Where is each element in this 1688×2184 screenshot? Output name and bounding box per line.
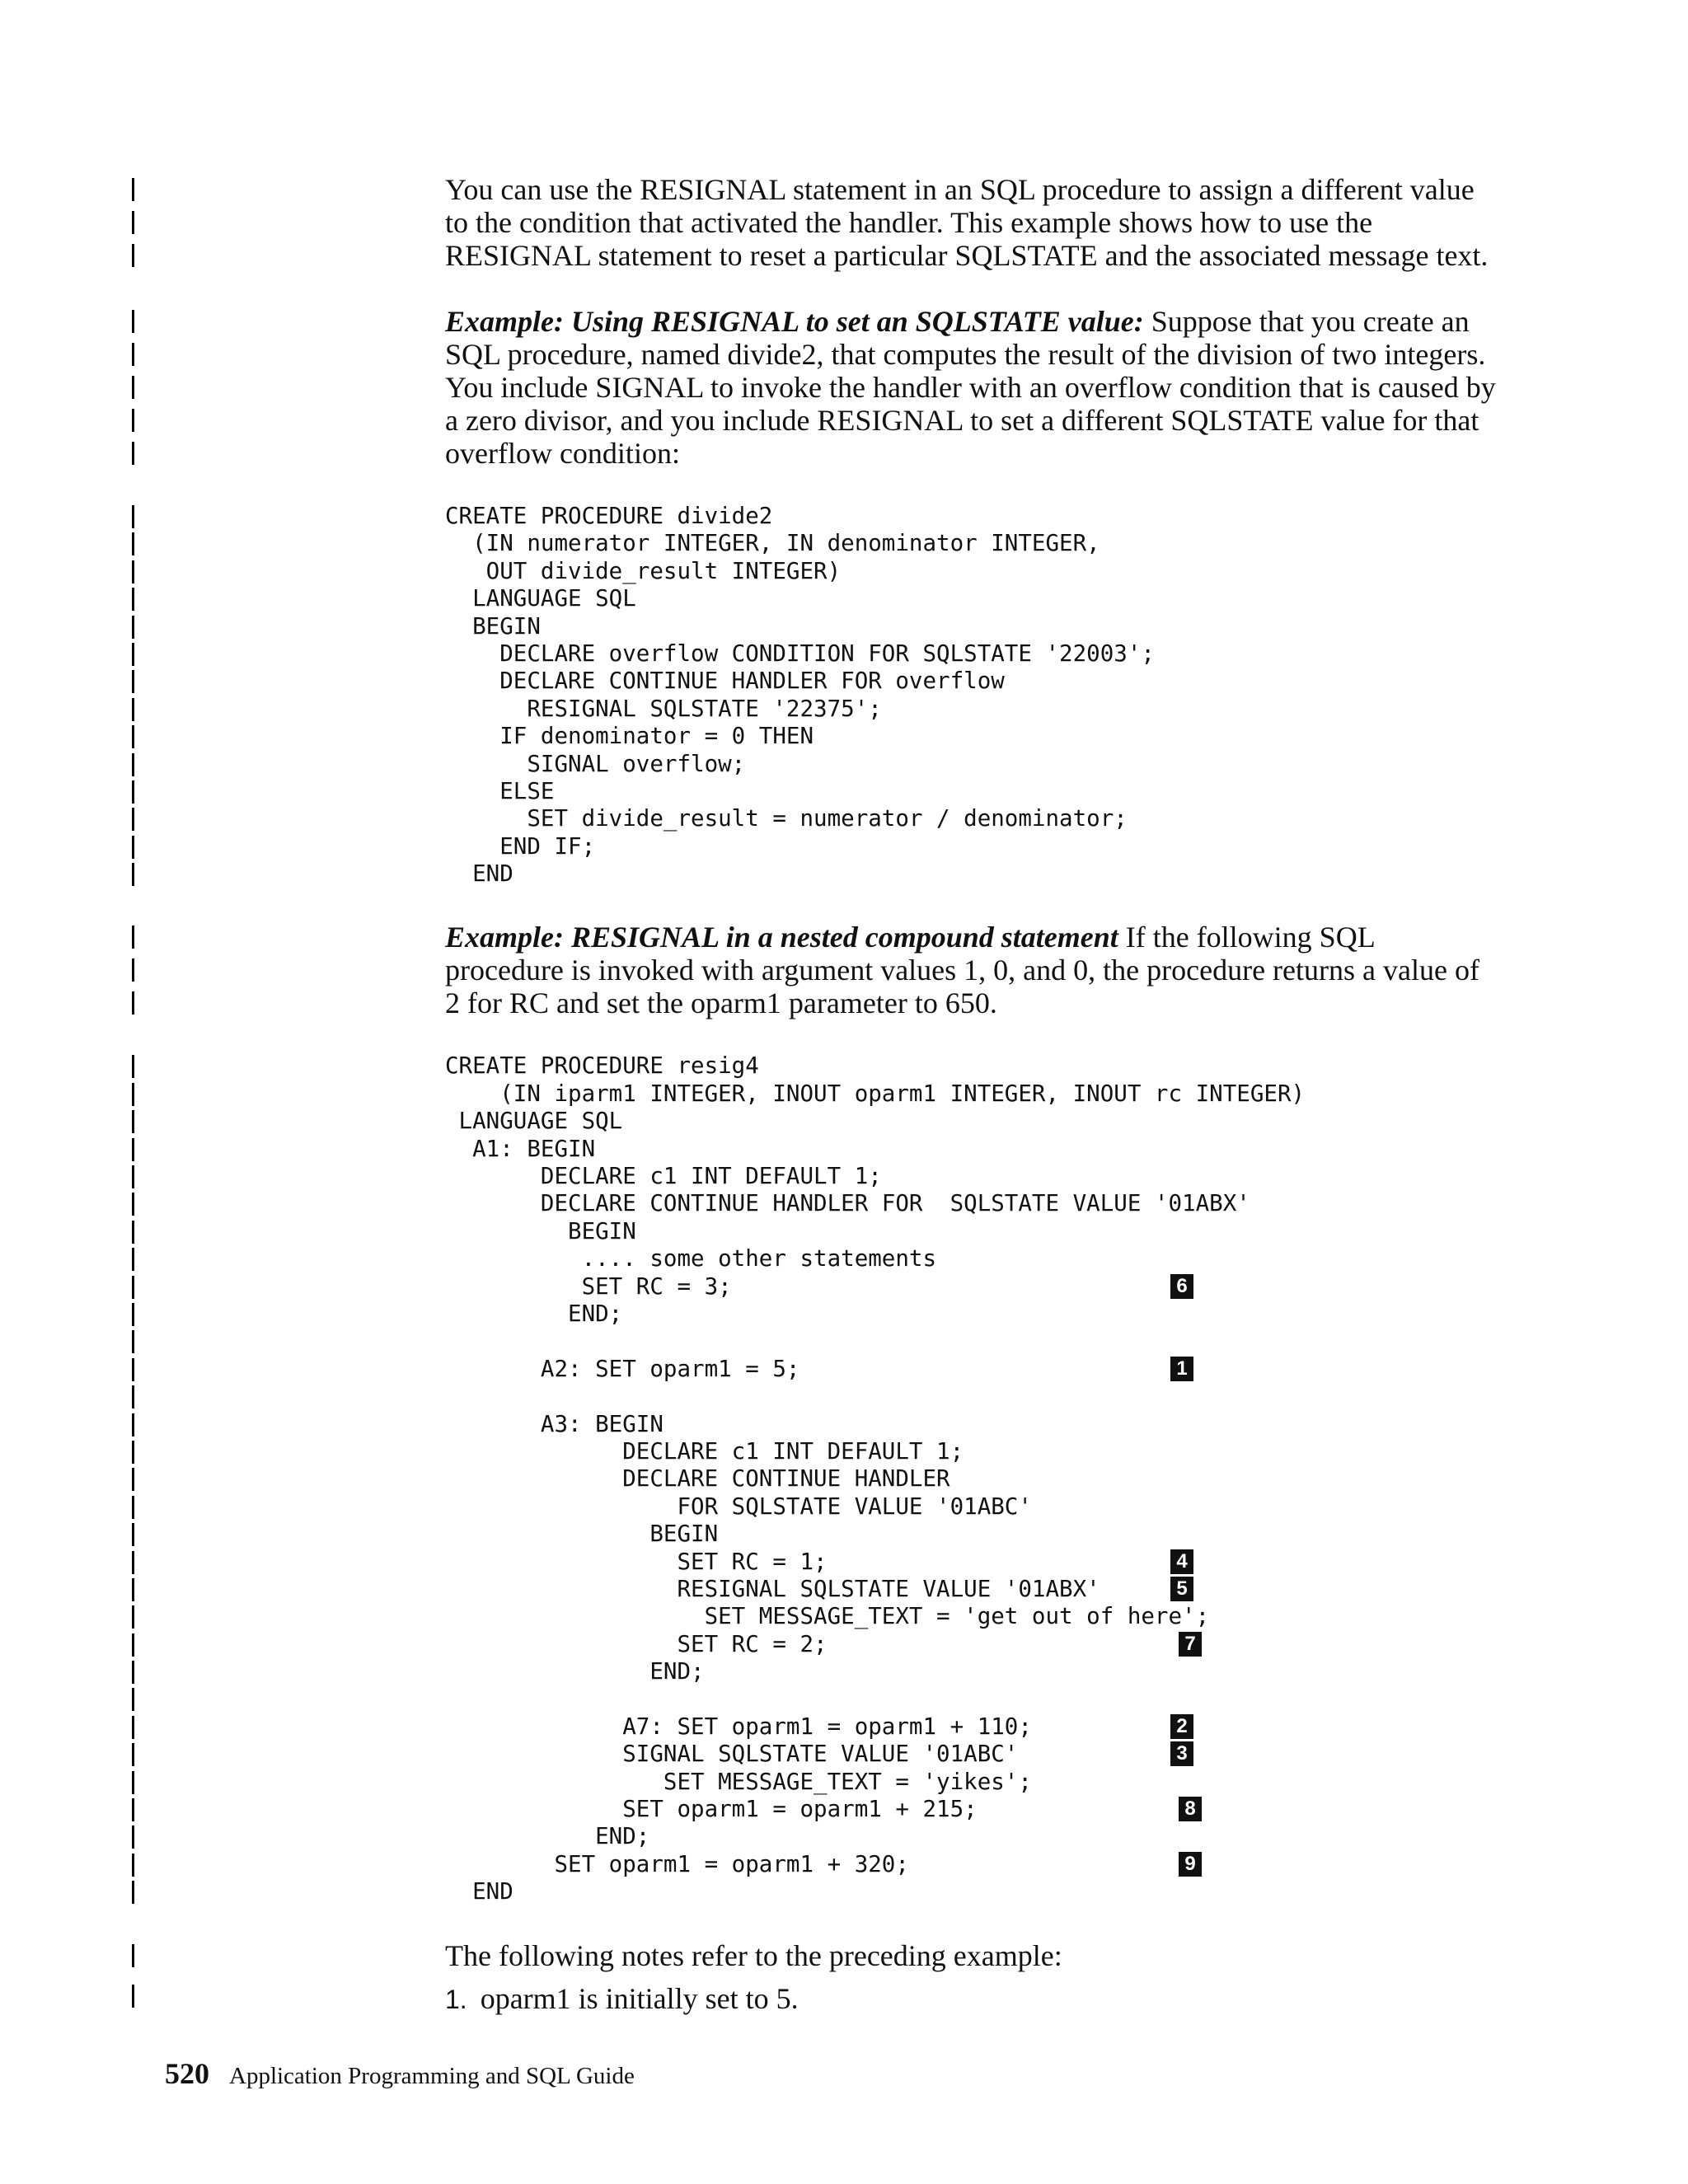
code-text: A3: BEGIN <box>445 1410 663 1437</box>
code-line: LANGUAGE SQL <box>445 585 636 612</box>
code-text: CREATE PROCEDURE resig4 <box>445 1052 759 1080</box>
change-bar <box>132 1110 134 1133</box>
change-bar <box>132 310 134 333</box>
change-bar <box>132 1055 134 1078</box>
code-text: END; <box>445 1300 623 1327</box>
code-line <box>445 1383 1500 1410</box>
change-bar <box>132 343 134 366</box>
change-bar <box>132 1221 134 1244</box>
change-bar <box>132 1578 134 1601</box>
code-line <box>445 1163 1500 1190</box>
code-text: END; <box>445 1823 650 1850</box>
change-bar <box>132 991 134 1015</box>
code-text: A2: SET oparm1 = 5; <box>445 1355 800 1382</box>
intro-paragraph: You can use the RESIGNAL statement in an SQL procedure to assign a different value to the condition that activated the handler. This example shows how to use the RESIGNAL statement to reset a particular SQLSTATE and the associated message text. <box>445 173 1489 272</box>
code-text: SIGNAL SQLSTATE VALUE '01ABC' <box>445 1741 1019 1768</box>
change-bar <box>132 1771 134 1794</box>
change-bar <box>132 1138 134 1161</box>
change-bar <box>132 1468 134 1491</box>
code-text: END <box>445 1878 513 1905</box>
callout-marker-3: 3 <box>1170 1741 1193 1766</box>
code-line: BEGIN <box>445 612 541 640</box>
change-bar <box>132 1633 134 1657</box>
code-line <box>445 1823 1500 1850</box>
notes-intro: The following notes refer to the preceding example: <box>445 1938 1062 1972</box>
callout-marker-4: 4 <box>1170 1549 1193 1574</box>
code-text: SET oparm1 = oparm1 + 320; <box>445 1850 909 1877</box>
change-bar <box>132 409 134 432</box>
code-text: .... some other statements <box>445 1245 937 1272</box>
change-bar <box>132 1303 134 1326</box>
change-bar <box>132 1496 134 1519</box>
change-bar <box>132 958 134 982</box>
callout-marker-6: 6 <box>1170 1274 1193 1299</box>
change-bar <box>132 588 134 611</box>
change-bar <box>132 1385 134 1408</box>
code-line <box>445 1796 1500 1823</box>
code-line <box>445 1108 1500 1135</box>
code-text: DECLARE CONTINUE HANDLER FOR SQLSTATE VALUE '01ABX' <box>445 1190 1250 1217</box>
code-line <box>445 1328 1500 1355</box>
note-number: 1. <box>445 1984 467 2014</box>
code-line <box>445 1080 1500 1108</box>
note-text: oparm1 is initially set to 5. <box>480 1981 799 2015</box>
change-bar <box>132 1523 134 1546</box>
code-line <box>445 1576 1500 1603</box>
code-line: DECLARE overflow CONDITION FOR SQLSTATE '22003'; <box>445 640 1155 667</box>
code-text: DECLARE CONTINUE HANDLER <box>445 1465 950 1493</box>
code-line: RESIGNAL SQLSTATE '22375'; <box>445 695 882 722</box>
code-text: A1: BEGIN <box>445 1135 596 1162</box>
code-line: ELSE <box>445 777 555 804</box>
code-line <box>445 1493 1500 1521</box>
code-line <box>445 1218 1500 1245</box>
callout-marker-2: 2 <box>1170 1714 1193 1739</box>
code-text: SET oparm1 = oparm1 + 215; <box>445 1796 978 1823</box>
code-line <box>445 1878 1500 1905</box>
page-content <box>445 173 1500 2016</box>
code-line: DECLARE CONTINUE HANDLER FOR overflow <box>445 668 1005 695</box>
code-text: SET RC = 1; <box>445 1548 828 1575</box>
change-bars <box>132 0 135 2184</box>
code-text: (IN iparm1 INTEGER, INOUT oparm1 INTEGER, INOUT rc INTEGER) <box>445 1080 1306 1107</box>
change-bar <box>132 178 134 201</box>
change-bar <box>132 1881 134 1904</box>
change-bar <box>132 1276 134 1299</box>
code-line <box>445 1052 1500 1080</box>
change-bar <box>132 1688 134 1711</box>
code-line <box>445 1301 1500 1328</box>
code-line: END IF; <box>445 832 596 860</box>
change-bar <box>132 1551 134 1574</box>
code-line: OUT divide_result INTEGER) <box>445 557 842 584</box>
example2-code-block <box>445 1052 1500 1905</box>
book-title: Application Programming and SQL Guide <box>229 2063 635 2089</box>
example1-code-block <box>445 503 1500 888</box>
code-line <box>445 1521 1500 1548</box>
change-bar <box>132 836 134 859</box>
change-bar <box>132 725 134 748</box>
code-line <box>445 1631 1500 1658</box>
code-text: SET RC = 3; <box>445 1272 732 1300</box>
code-line <box>445 1190 1500 1217</box>
change-bar <box>132 926 134 949</box>
code-text: SET MESSAGE_TEXT = 'get out of here'; <box>445 1603 1210 1630</box>
change-bar <box>132 1716 134 1739</box>
change-bar <box>132 616 134 639</box>
example1-paragraph <box>445 305 1500 470</box>
example2-paragraph <box>445 921 1500 1019</box>
page-footer <box>165 2056 635 2091</box>
code-line <box>445 1713 1500 1741</box>
code-text: DECLARE c1 INT DEFAULT 1; <box>445 1163 882 1190</box>
code-line <box>445 1603 1500 1630</box>
example1-text: Suppose that you create an SQL procedure, named divide2, that computes the result of the division of two integers. You include SIGNAL to invoke the handler with an overflow condition that is caused by a zero divisor, and you include RESIGNAL to set a different SQLSTATE value for that overflow condition: <box>445 305 1496 470</box>
change-bar <box>132 532 134 555</box>
change-bar <box>132 808 134 831</box>
change-bar <box>132 560 134 583</box>
callout-marker-9: 9 <box>1179 1852 1202 1877</box>
change-bar <box>132 1854 134 1877</box>
code-line <box>445 1273 1500 1301</box>
code-line: (IN numerator INTEGER, IN denominator INTEGER, <box>445 530 1100 557</box>
change-bar <box>132 670 134 693</box>
change-bar <box>132 505 134 528</box>
example1-heading: Example: Using RESIGNAL to set an SQLSTATE value: <box>445 305 1144 338</box>
change-bar <box>132 376 134 399</box>
code-text: SET MESSAGE_TEXT = 'yikes'; <box>445 1768 1032 1795</box>
code-text: END; <box>445 1658 705 1685</box>
code-line: SIGNAL overflow; <box>445 750 746 777</box>
code-line <box>445 1658 1500 1685</box>
code-line <box>445 1245 1500 1272</box>
code-line <box>445 1549 1500 1576</box>
change-bar <box>132 1661 134 1684</box>
code-text: FOR SQLSTATE VALUE '01ABC' <box>445 1493 1032 1520</box>
change-bar <box>132 1825 134 1849</box>
notes-list <box>445 1982 1500 2016</box>
change-bar <box>132 643 134 666</box>
callout-marker-1: 1 <box>1170 1357 1193 1381</box>
code-line <box>445 1685 1500 1713</box>
change-bar <box>132 1413 134 1436</box>
code-line <box>445 1769 1500 1796</box>
code-line: SET divide_result = numerator / denominator; <box>445 805 1128 832</box>
code-line: END <box>445 860 513 888</box>
code-line <box>445 1465 1500 1493</box>
change-bar <box>132 1944 134 1967</box>
change-bar <box>132 1743 134 1766</box>
code-text: DECLARE c1 INT DEFAULT 1; <box>445 1437 964 1465</box>
change-bar <box>132 1985 134 2008</box>
change-bar <box>132 698 134 721</box>
change-bar <box>132 863 134 886</box>
callout-marker-8: 8 <box>1179 1797 1202 1821</box>
code-line <box>445 1741 1500 1768</box>
change-bar <box>132 1165 134 1188</box>
code-text: BEGIN <box>445 1521 719 1548</box>
change-bar <box>132 244 134 267</box>
change-bar <box>132 1248 134 1271</box>
code-line <box>445 1438 1500 1465</box>
change-bar <box>132 1083 134 1106</box>
code-text: SET RC = 2; <box>445 1630 828 1657</box>
code-line <box>445 1411 1500 1438</box>
code-line <box>445 1356 1500 1383</box>
code-line <box>445 1136 1500 1163</box>
callout-marker-5: 5 <box>1170 1577 1193 1601</box>
code-text: A7: SET oparm1 = oparm1 + 110; <box>445 1713 1032 1740</box>
callout-marker-7: 7 <box>1179 1632 1202 1657</box>
code-text: RESIGNAL SQLSTATE VALUE '01ABX' <box>445 1575 1100 1602</box>
code-line: IF denominator = 0 THEN <box>445 723 814 750</box>
change-bar <box>132 211 134 234</box>
change-bar <box>132 753 134 776</box>
example2-heading: Example: RESIGNAL in a nested compound statement <box>445 921 1118 954</box>
change-bar <box>132 1441 134 1464</box>
change-bar <box>132 780 134 804</box>
change-bar <box>132 1798 134 1821</box>
code-text: BEGIN <box>445 1217 636 1244</box>
change-bar <box>132 442 134 465</box>
example2-text: If the following SQL procedure is invoked with argument values 1, 0, and 0, the procedure returns a value of 2 for RC and set the oparm1 parameter to 650. <box>445 921 1479 1020</box>
change-bar <box>132 1358 134 1381</box>
note-item <box>445 1982 1500 2016</box>
page-number: 520 <box>165 2057 209 2090</box>
change-bar <box>132 1193 134 1216</box>
change-bar <box>132 1605 134 1629</box>
code-text: LANGUAGE SQL <box>445 1108 623 1135</box>
change-bar <box>132 1330 134 1353</box>
code-line: CREATE PROCEDURE divide2 <box>445 503 773 529</box>
code-line <box>445 1851 1500 1878</box>
